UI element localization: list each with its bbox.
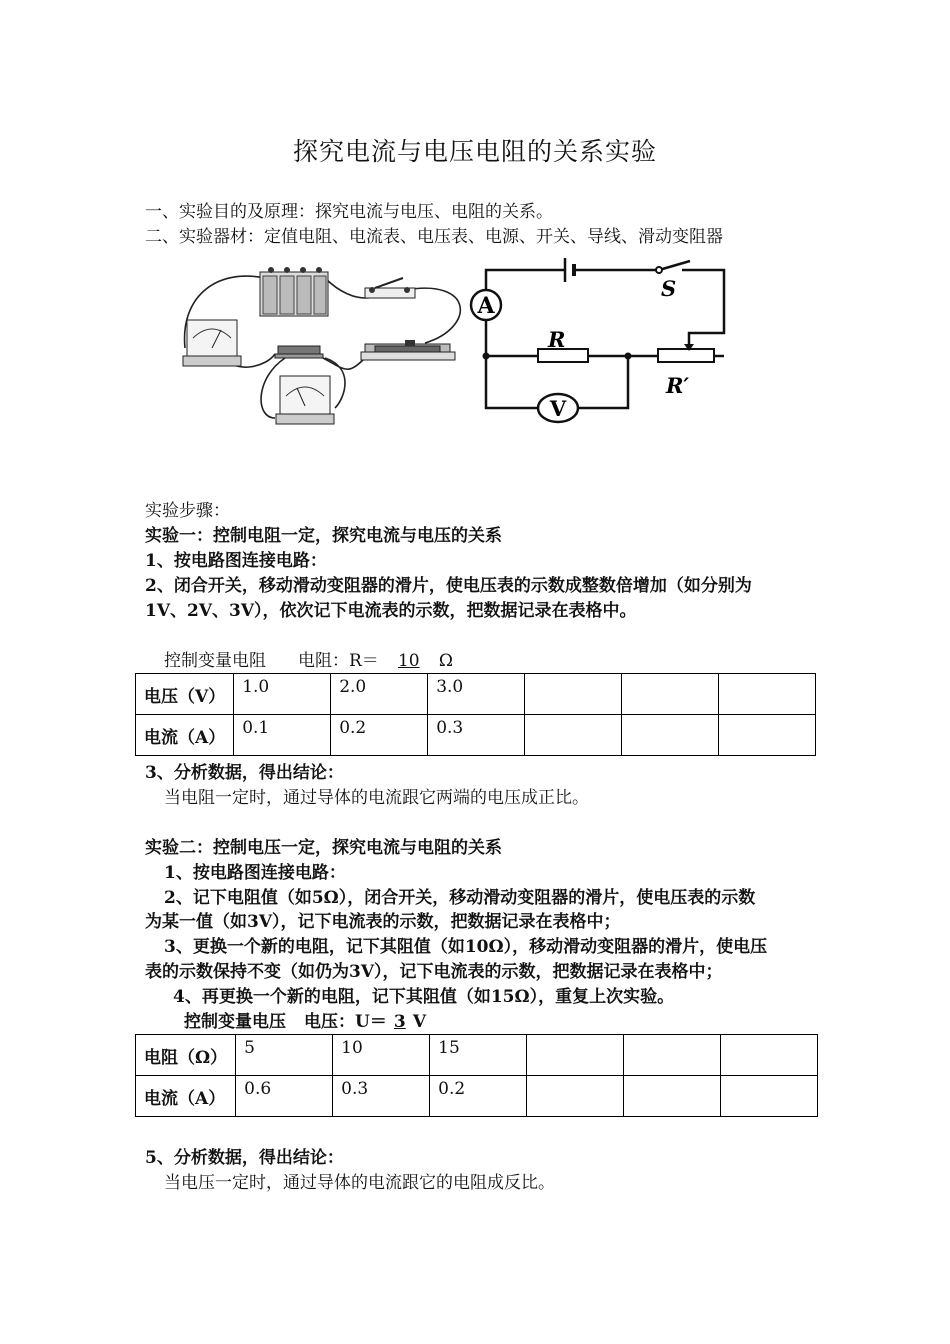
- exp2-voltage-value: 3: [393, 1012, 406, 1032]
- exp1-data-table: [135, 673, 816, 756]
- circuit-diagram: [458, 255, 738, 430]
- table-cell: [624, 1076, 721, 1117]
- purpose-line: [145, 200, 553, 224]
- table-cell: [622, 674, 719, 715]
- switch-image: [365, 278, 415, 298]
- ammeter-image: [183, 320, 241, 366]
- resistor-label: R: [548, 327, 566, 352]
- table-cell: 0.1: [234, 715, 331, 756]
- table-cell: [624, 1035, 721, 1076]
- resistor-image: [275, 346, 323, 358]
- exp2-voltage-unit: V: [412, 1012, 427, 1032]
- table-cell: [719, 715, 816, 756]
- exp1-resistance-value: 10: [397, 651, 420, 671]
- exp2-step2-line2: 为某一值（如3V），记下电流表的示数，把数据记录在表格中；: [145, 912, 621, 932]
- exp2-control-label: 控制变量电压: [184, 1012, 286, 1032]
- rheostat-label: R′: [666, 373, 689, 398]
- exp1-step3: 3、分析数据，得出结论：: [145, 763, 344, 783]
- table-cell: [721, 1035, 818, 1076]
- table-cell: [525, 715, 622, 756]
- table-row: [136, 674, 816, 715]
- table-cell: 0.2: [331, 715, 428, 756]
- table-cell: 1.0: [234, 674, 331, 715]
- table-cell: 0.6: [236, 1076, 333, 1117]
- exp2-row2-label: 电流（A）: [136, 1076, 236, 1117]
- exp2-step3-line2: 表的示数保持不变（如仍为3V），记下电流表的示数，把数据记录在表格中；: [145, 962, 723, 982]
- page-title: 探究电流与电压电阻的关系实验: [292, 137, 657, 166]
- table-cell: [721, 1076, 818, 1117]
- exp2-step5: 5、分析数据，得出结论：: [145, 1148, 344, 1168]
- table-cell: [527, 1035, 624, 1076]
- exp2-row1-label: 电阻（Ω）: [136, 1035, 236, 1076]
- exp1-row1-label: 电压（V）: [136, 674, 234, 715]
- table-cell: 5: [236, 1035, 333, 1076]
- voltmeter-label: V: [549, 396, 567, 421]
- table-cell: 2.0: [331, 674, 428, 715]
- exp2-step2-line1: 2、记下电阻值（如5Ω），闭合开关，移动滑动变阻器的滑片，使电压表的示数: [164, 888, 756, 908]
- voltmeter-image: [276, 376, 334, 424]
- apparatus-illustration: [175, 258, 465, 433]
- exp1-title: 实验一：控制电阻一定，探究电流与电压的关系: [145, 526, 502, 546]
- exp2-data-table: [135, 1034, 818, 1117]
- exp2-voltage-label: 电压：U＝: [304, 1012, 387, 1032]
- materials-line: [145, 225, 723, 249]
- materials-text: 定值电阻、电流表、电压表、电源、开关、导线、滑动变阻器: [264, 227, 723, 247]
- exp1-step1: 1、按电路图连接电路：: [145, 551, 327, 571]
- steps-heading: 实验步骤：: [145, 501, 230, 521]
- table-row: [136, 1076, 818, 1117]
- exp1-control-label: 控制变量电阻: [164, 651, 266, 671]
- exp1-resistance-unit: Ω: [438, 651, 453, 671]
- exp1-resistance-label: 电阻：R＝: [298, 651, 379, 671]
- purpose-label: 一、实验目的及原理：: [145, 202, 315, 222]
- exp2-control-line: [184, 1010, 426, 1034]
- exp2-conclusion: 当电压一定时，通过导体的电流跟它的电阻成反比。: [164, 1173, 555, 1193]
- table-cell: [525, 674, 622, 715]
- table-cell: 0.2: [430, 1076, 527, 1117]
- exp1-row2-label: 电流（A）: [136, 715, 234, 756]
- table-row: [136, 1035, 818, 1076]
- table-cell: 15: [430, 1035, 527, 1076]
- exp1-step2-line1: 2、闭合开关，移动滑动变阻器的滑片，使电压表的示数成整数倍增加（如分别为: [145, 576, 752, 596]
- purpose-text: 探究电流与电压、电阻的关系。: [315, 202, 553, 222]
- exp2-title: 实验二：控制电压一定，探究电流与电阻的关系: [145, 838, 502, 858]
- exp2-step3-line1: 3、更换一个新的电阻，记下其阻值（如10Ω），移动滑动变阻器的滑片，使电压: [164, 937, 768, 957]
- rheostat-image: [361, 340, 455, 360]
- exp1-step2-line2: 1V、2V、3V），依次记下电流表的示数，把数据记录在表格中。: [145, 601, 637, 621]
- table-cell: 0.3: [333, 1076, 430, 1117]
- table-cell: 3.0: [428, 674, 525, 715]
- exp1-control-line: [164, 649, 453, 673]
- table-cell: [622, 715, 719, 756]
- table-cell: [719, 674, 816, 715]
- battery-image: [260, 267, 328, 316]
- table-row: [136, 715, 816, 756]
- exp1-conclusion: 当电阻一定时，通过导体的电流跟它两端的电压成正比。: [164, 788, 589, 808]
- exp2-step1: 1、按电路图连接电路：: [164, 863, 346, 883]
- table-cell: 0.3: [428, 715, 525, 756]
- materials-label: 二、实验器材：: [145, 227, 264, 247]
- switch-label: S: [661, 276, 677, 301]
- table-cell: 10: [333, 1035, 430, 1076]
- exp2-step4: 4、再更换一个新的电阻，记下其阻值（如15Ω），重复上次实验。: [173, 987, 675, 1007]
- ammeter-label: A: [477, 293, 495, 319]
- table-cell: [527, 1076, 624, 1117]
